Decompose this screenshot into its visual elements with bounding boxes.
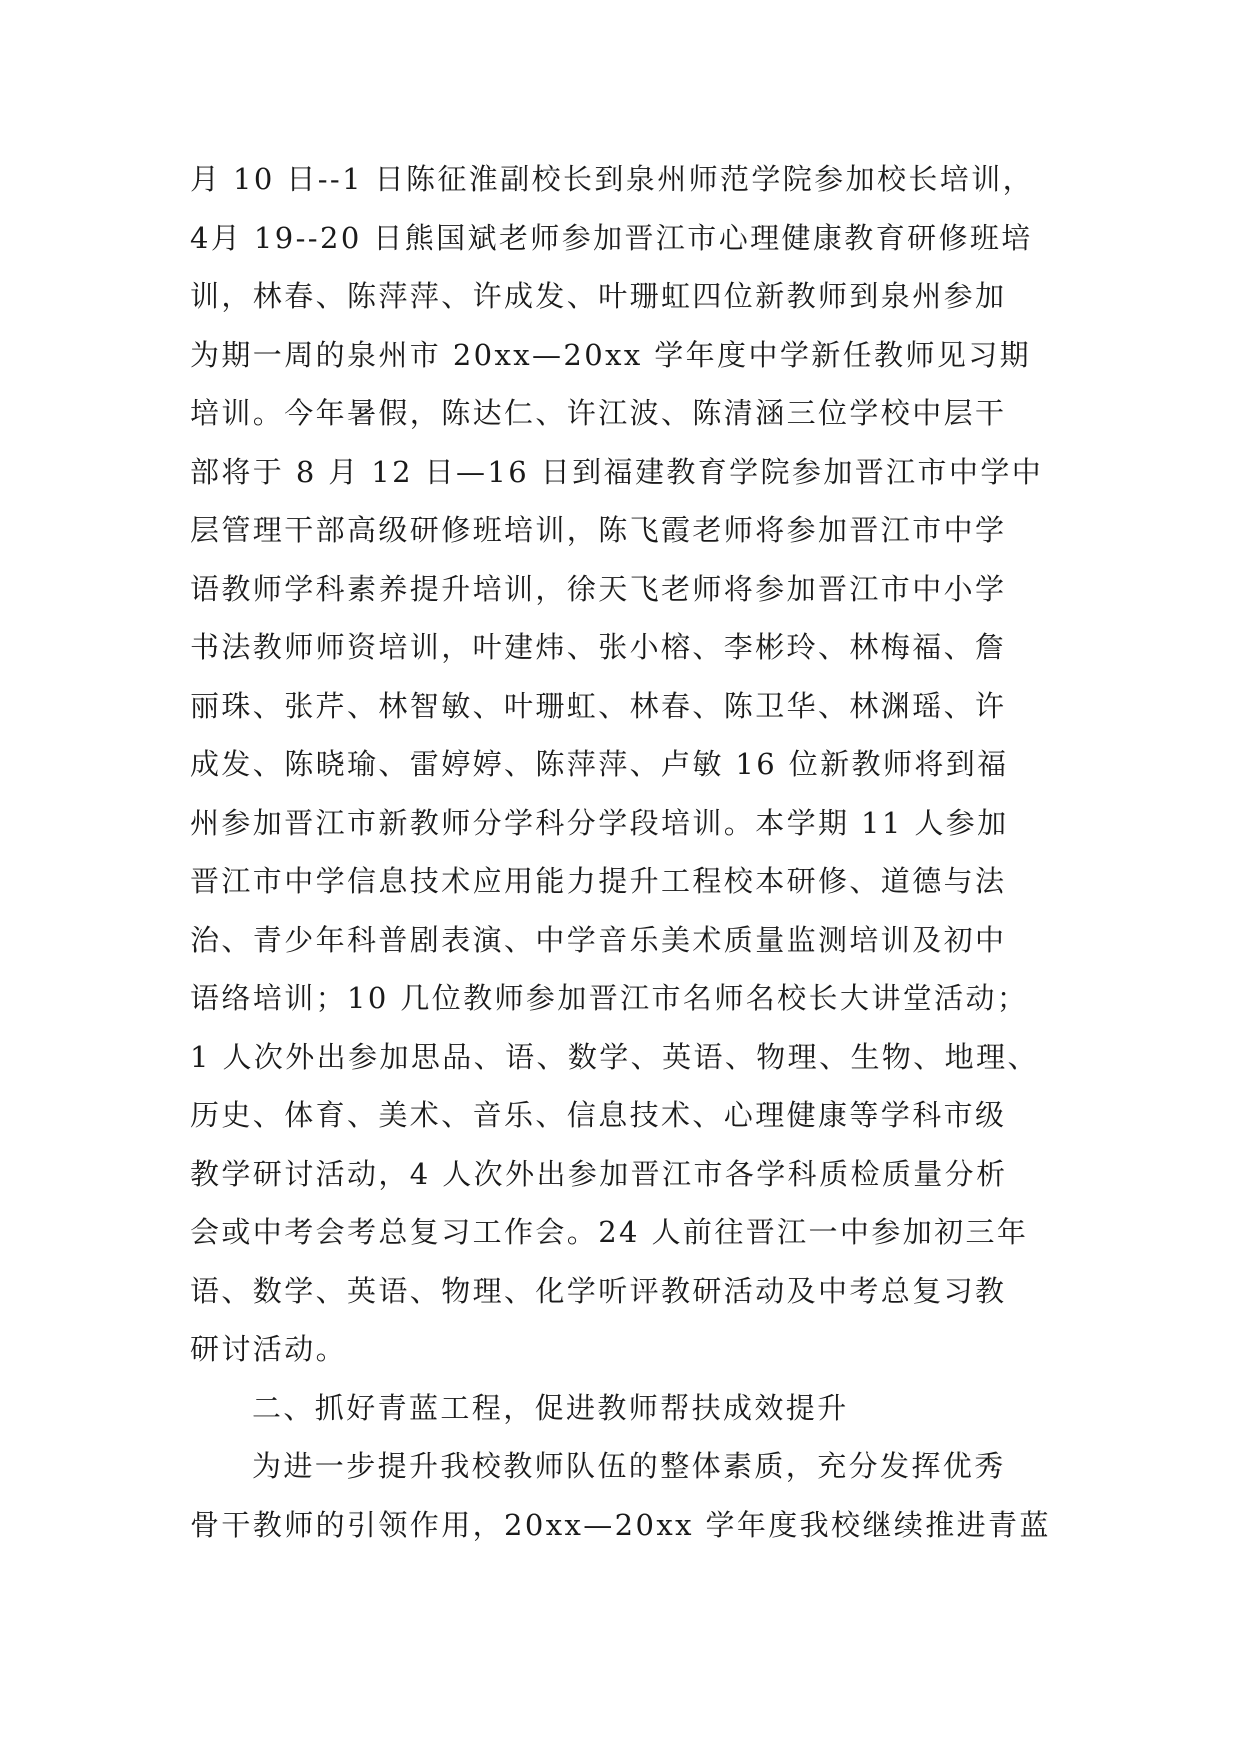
paragraph-line: 骨干教师的引领作用，20xx—20xx 学年度我校继续推进青蓝 [190,1507,1051,1542]
document-body [190,150,1070,1554]
paragraph-line: 语络培训；10 几位教师参加晋江市名师名校长大讲堂活动； [190,981,1029,1015]
paragraph-line: 治、青少年科普剧表演、中学音乐美术质量监测培训及初中 [190,922,1007,957]
paragraph-line: 语教师学科素养提升培训，徐天飞老师将参加晋江市中小学 [190,571,1007,606]
paragraph-line: 研讨活动。 [190,1332,348,1366]
paragraph-line: 部将于 8 月 12 日—16 日到福建教育学院参加晋江市中学中 [190,454,1044,489]
paragraph-line: 为进一步提升我校教师队伍的整体素质，充分发挥优秀 [252,1449,1006,1483]
section-heading: 二、抓好青蓝工程，促进教师帮扶成效提升 [252,1390,849,1425]
paragraph-line: 4月 19--20 日熊国斌老师参加晋江市心理健康教育研修班培 [190,220,1033,255]
paragraph-line: 书法教师师资培训，叶建炜、张小榕、李彬玲、林梅福、詹 [190,630,1007,664]
paragraph-line: 培训。今年暑假，陈达仁、许江波、陈清涵三位学校中层干 [190,396,1007,430]
paragraph-line: 1 人次外出参加思品、语、数学、英语、物理、生物、地理、 [190,1039,1039,1074]
paragraph-line: 州参加晋江市新教师分学科分学段培训。本学期 11 人参加 [190,805,1009,840]
paragraph-line: 训，林春、陈萍萍、许成发、叶珊虹四位新教师到泉州参加 [190,279,1007,313]
paragraph-line: 语、数学、英语、物理、化学听评教研活动及中考总复习教 [190,1273,1007,1308]
paragraph-line: 月 10 日--1 日陈征淮副校长到泉州师范学院参加校长培训， [190,162,1035,196]
paragraph-line: 为期一周的泉州市 20xx—20xx 学年度中学新任教师见习期 [190,337,1032,372]
paragraph-line: 教学研讨活动，4 人次外出参加晋江市各学科质检质量分析 [190,1156,1008,1191]
paragraph-line: 成发、陈晓瑜、雷婷婷、陈萍萍、卢敏 16 位新教师将到福 [190,747,1009,781]
paragraph-line: 会或中考会考总复习工作会。24 人前往晋江一中参加初三年 [190,1215,1029,1249]
paragraph-line: 丽珠、张芹、林智敏、叶珊虹、林春、陈卫华、林渊瑶、许 [190,688,1007,723]
paragraph-line: 晋江市中学信息技术应用能力提升工程校本研修、道德与法 [190,864,1007,898]
paragraph-line: 层管理干部高级研修班培训，陈飞霞老师将参加晋江市中学 [190,513,1007,547]
paragraph-line: 历史、体育、美术、音乐、信息技术、心理健康等学科市级 [190,1098,1007,1132]
